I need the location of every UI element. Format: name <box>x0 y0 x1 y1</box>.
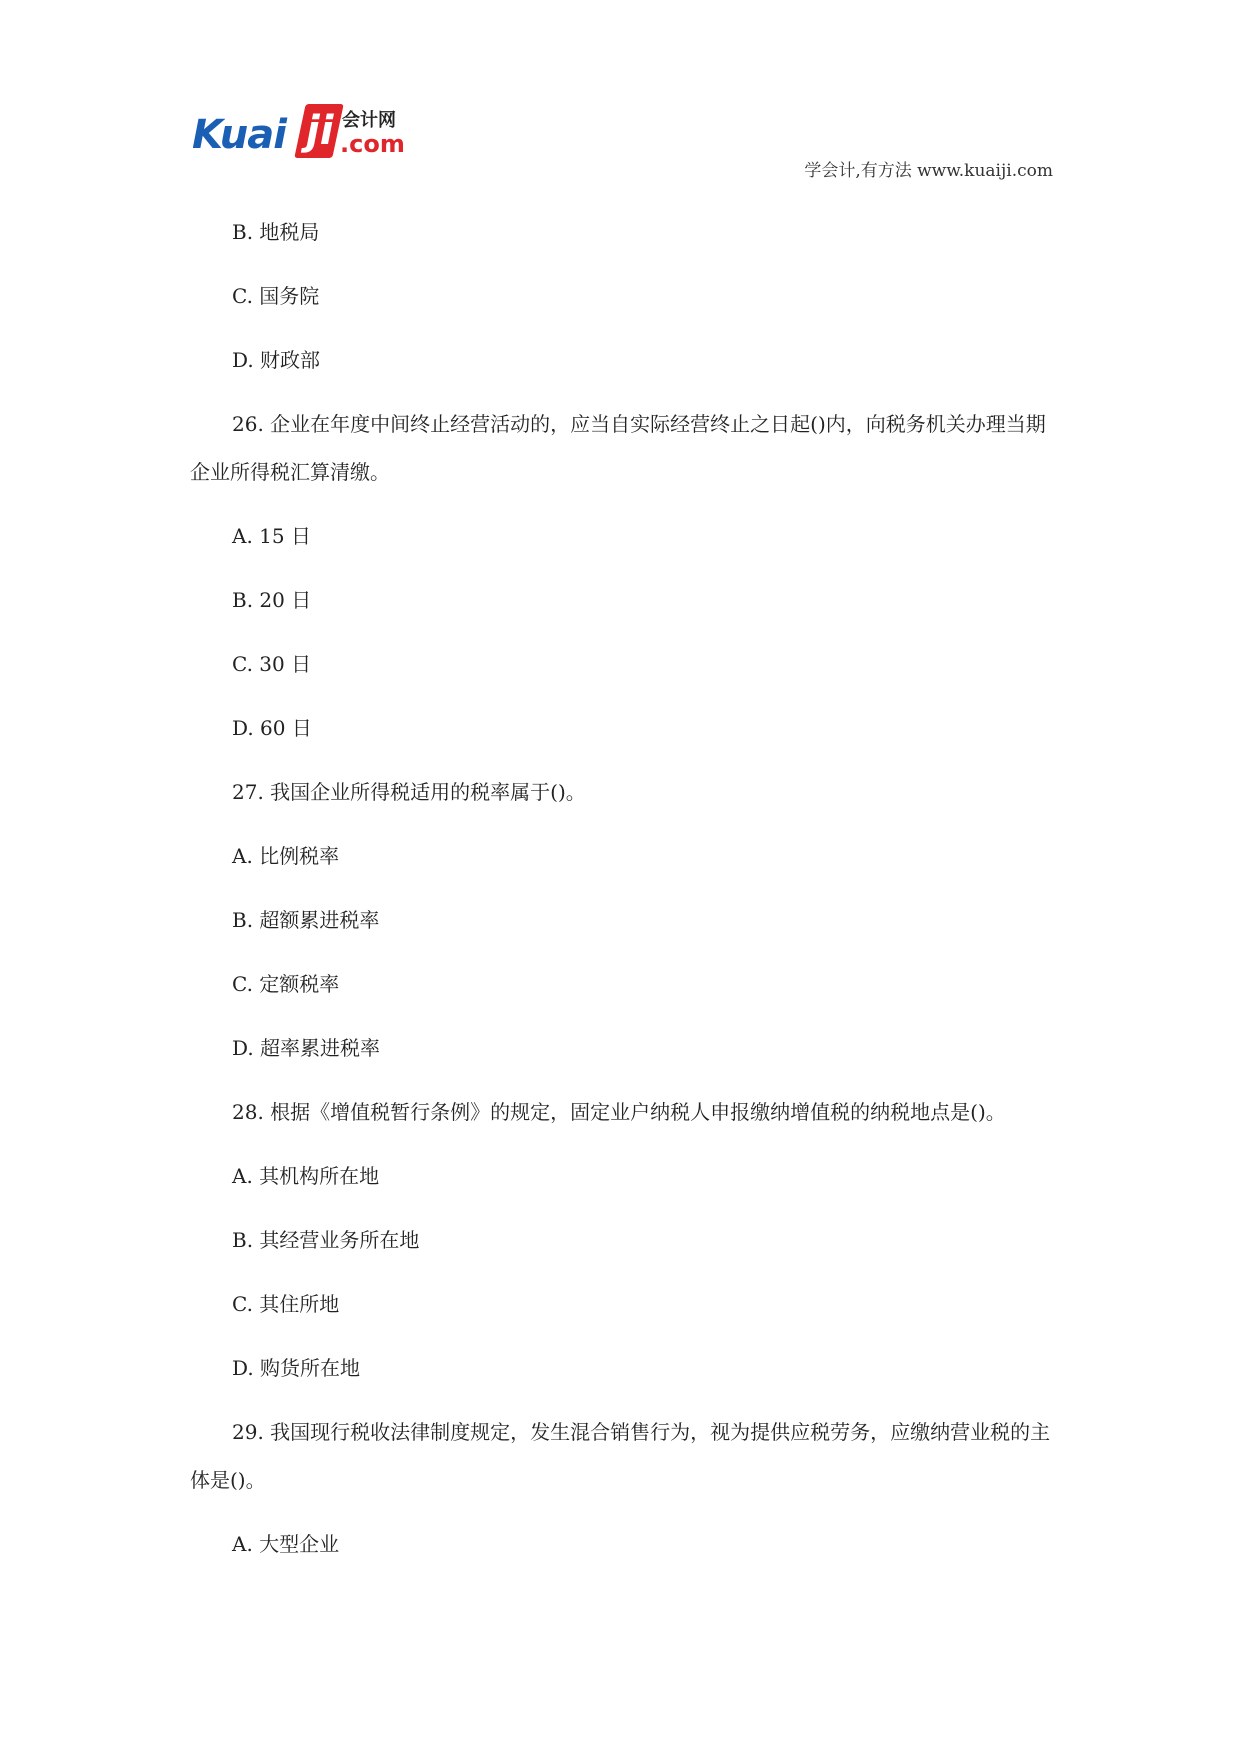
q26-option-b: B. 20 日 <box>232 588 312 612</box>
question-29: 29. 我国现行税收法律制度规定，发生混合销售行为，视为提供应税劳务，应缴纳营业税的主体是()。 <box>190 1420 1051 1492</box>
logo-domain: .com <box>340 130 405 158</box>
q28-option-a: A. 其机构所在地 <box>232 1164 380 1188</box>
q27-option-b: B. 超额累进税率 <box>232 908 380 932</box>
logo-word: Kuai <box>192 112 286 158</box>
q26-option-a: A. 15 日 <box>232 524 311 548</box>
q26-option-d: D. 60 日 <box>232 716 312 740</box>
question-28: 28. 根据《增值税暂行条例》的规定，固定业户纳税人申报缴纳增值税的纳税地点是()。 <box>232 1100 1006 1124</box>
q27-option-d: D. 超率累进税率 <box>232 1036 381 1060</box>
question-26: 26. 企业在年度中间终止经营活动的，应当自实际经营终止之日起()内，向税务机关办理当期企业所得税汇算清缴。 <box>190 412 1046 484</box>
q27-option-a: A. 比例税率 <box>232 844 340 868</box>
kuaiji-logo[interactable] <box>192 102 405 164</box>
q28-option-d: D. 购货所在地 <box>232 1356 361 1380</box>
question-27: 27. 我国企业所得税适用的税率属于()。 <box>232 780 586 804</box>
q25-option-c: C. 国务院 <box>232 284 320 308</box>
header-tagline: 学会计,有方法 www.kuaiji.com <box>804 161 1053 181</box>
q28-option-c: C. 其住所地 <box>232 1292 340 1316</box>
logo-chinese-name: 会计网 <box>342 110 396 131</box>
q29-option-a: A. 大型企业 <box>232 1532 340 1556</box>
q26-option-c: C. 30 日 <box>232 652 312 676</box>
q28-option-b: B. 其经营业务所在地 <box>232 1228 420 1252</box>
q27-option-c: C. 定额税率 <box>232 972 340 996</box>
page-header <box>0 0 1241 180</box>
q25-option-d: D. 财政部 <box>232 348 321 372</box>
q25-option-b: B. 地税局 <box>232 220 320 244</box>
document-body <box>190 208 1052 1584</box>
logo-mark-text: ji <box>306 108 334 154</box>
